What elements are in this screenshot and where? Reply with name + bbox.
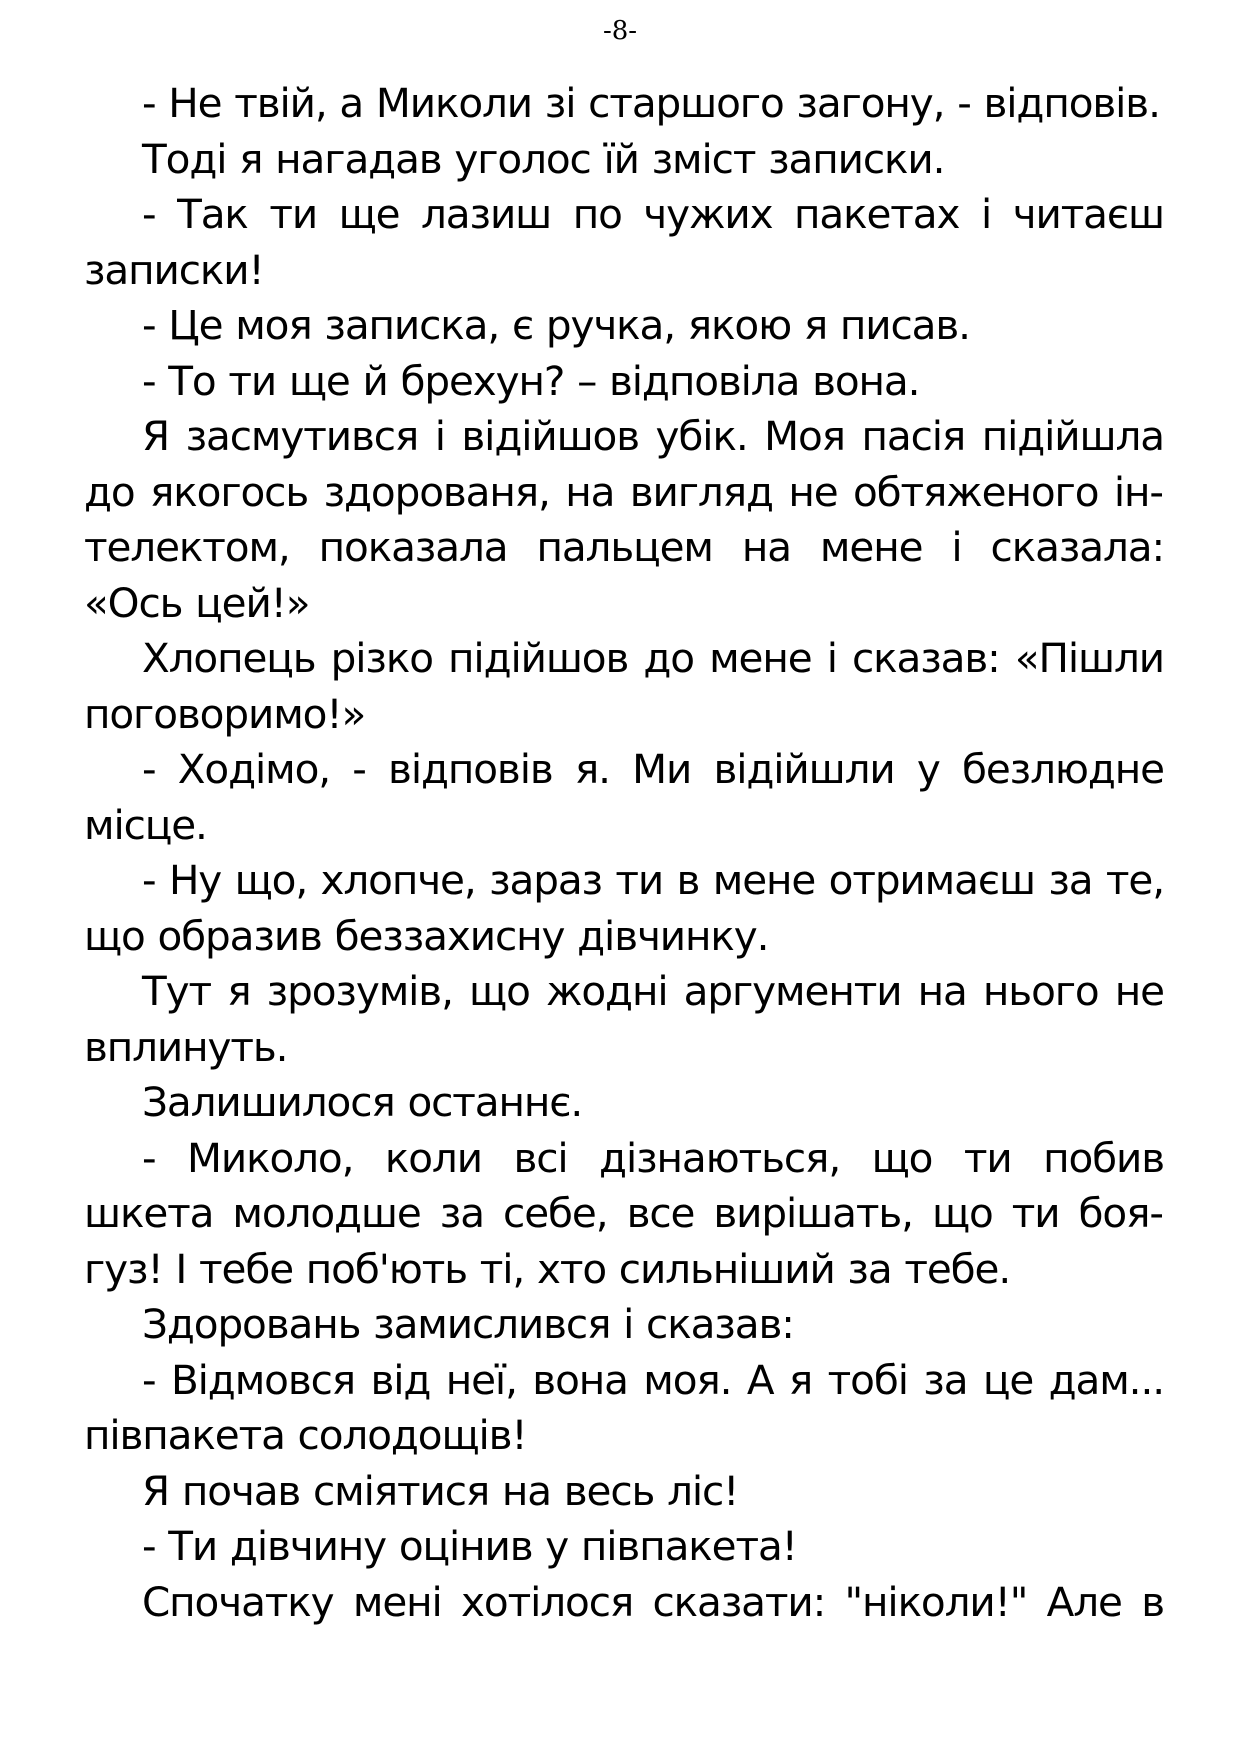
paragraph-12: - Миколо, коли всі дізнаються, що ти побив шкета молодше за себе, все вирішать, що ти боягуз! І тебе поб'ють ті, хто сильніший за тебе. (84, 1133, 1164, 1293)
paragraph-2: Тоді я нагадав уголос їй зміст записки. (142, 134, 945, 183)
paragraph-15: Я почав сміятися на весь ліс! (142, 1466, 739, 1515)
paragraph-14: - Відмовся від неї, вона моя. А я тобі за це дам... півпакета солодощів! (84, 1355, 1164, 1459)
document-body (84, 76, 1164, 1630)
paragraph-9: - Ну що, хлопче, зараз ти в мене отримаєш за те, що образив беззахисну дівчинку. (84, 856, 1164, 960)
paragraph-17: Спочатку мені хотілося сказати: "ніколи!" Але в (142, 1577, 1164, 1626)
paragraph-7: Хлопець різко підійшов до мене і сказав: «Пішли поговоримо!» (84, 634, 1164, 738)
paragraph-11: Залишилося останнє. (142, 1078, 583, 1126)
paragraph-10: Тут я зрозумів, що жодні аргументи на нього не вплинуть. (84, 967, 1164, 1071)
page-number: -8- (602, 16, 638, 46)
paragraph-3: - Так ти ще лазиш по чужих пакетах і читаєш записки! (84, 190, 1164, 294)
paragraph-16: - Ти дівчину оцінив у півпакета! (142, 1522, 797, 1570)
paragraph-8: - Ходімо, - відповів я. Ми відійшли у безлюдне місце. (84, 745, 1164, 849)
paragraph-4: - Це моя записка, є ручка, якою я писав. (142, 301, 970, 349)
paragraph-13: Здоровань замислився і сказав: (142, 1300, 794, 1348)
paragraph-1: - Не твій, а Миколи зі старшого загону, - відповів. (142, 79, 1160, 127)
paragraph-5: - То ти ще й брехун? – відповіла вона. (142, 356, 920, 405)
paragraph-6: Я засмутився і відійшов убік. Моя пасія підійшла до якогось здорованя, на вигляд не обтяженого інтелектом, показала пальцем на мене і сказала: «Ось цей!» (84, 412, 1164, 627)
